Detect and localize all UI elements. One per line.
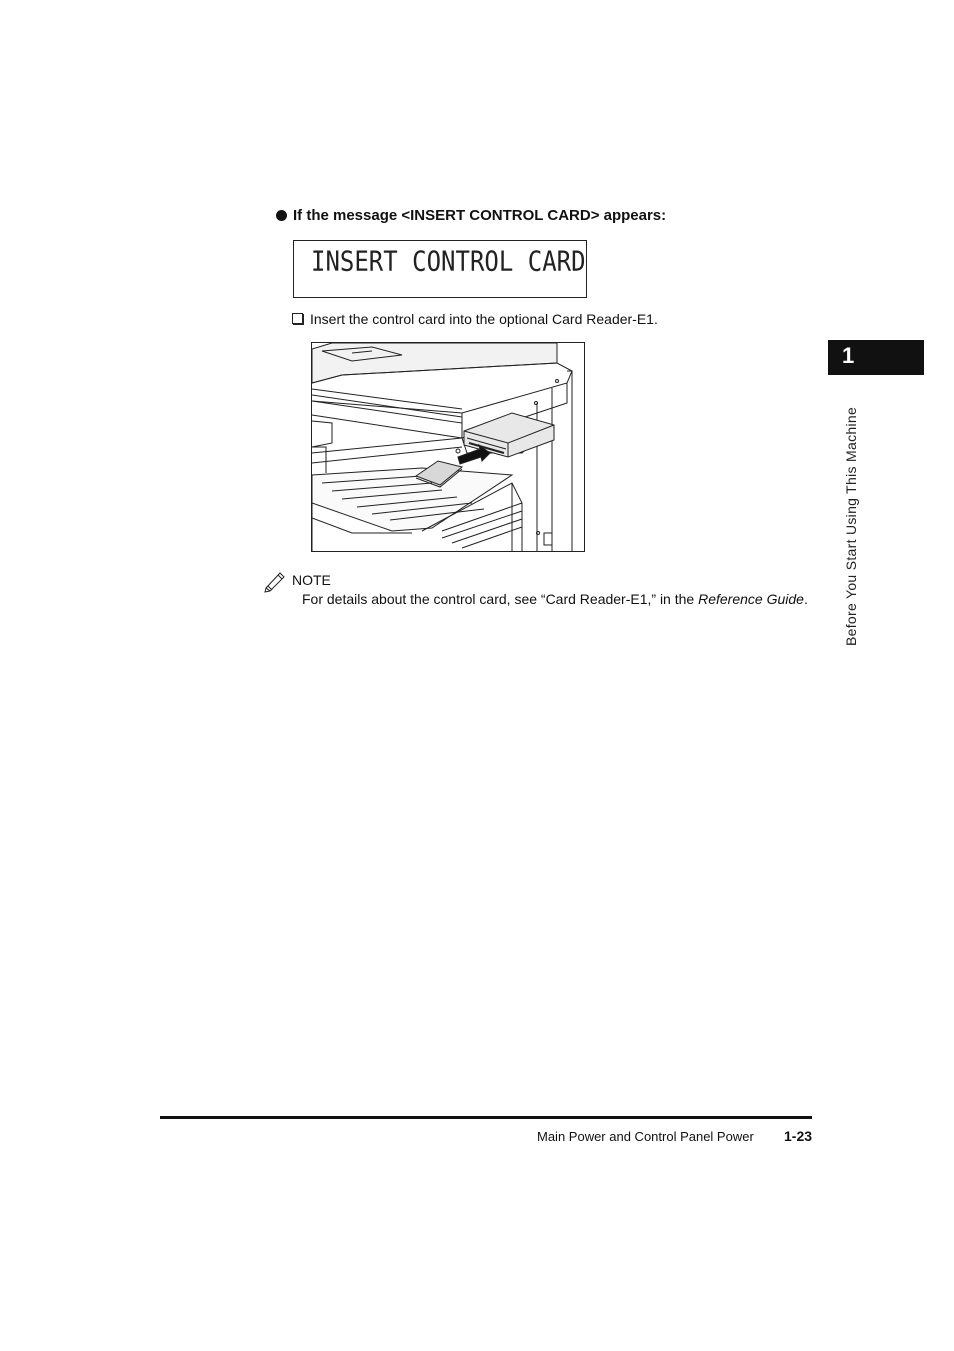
- pencil-icon: [262, 568, 288, 599]
- note-label: NOTE: [292, 572, 331, 588]
- step-text: Insert the control card into the optional Card Reader-E1.: [310, 311, 658, 327]
- chapter-tab: [828, 340, 924, 375]
- note-text-after: .: [803, 591, 808, 607]
- note-text-before: For details about the control card, see “Card Reader-E1,” in the: [302, 591, 699, 607]
- note-text-reference: Reference Guide: [698, 591, 804, 607]
- chapter-title: Before You Start Using This Machine: [843, 406, 859, 646]
- footer-rule: [160, 1116, 812, 1119]
- section-heading: [276, 207, 666, 224]
- chapter-number: 1: [842, 343, 855, 368]
- page-number: 1-23: [784, 1128, 813, 1144]
- card-reader-illustration: [311, 342, 585, 552]
- note-text: [302, 591, 808, 607]
- checkbox-icon: [292, 313, 303, 324]
- step-item: [292, 311, 658, 327]
- footer-section-title: Main Power and Control Panel Power: [537, 1129, 754, 1144]
- bullet-icon: [276, 210, 287, 221]
- lcd-display: [293, 240, 587, 298]
- section-heading-text: If the message <INSERT CONTROL CARD> appears:: [293, 207, 667, 224]
- lcd-message: INSERT CONTROL CARD: [311, 245, 586, 278]
